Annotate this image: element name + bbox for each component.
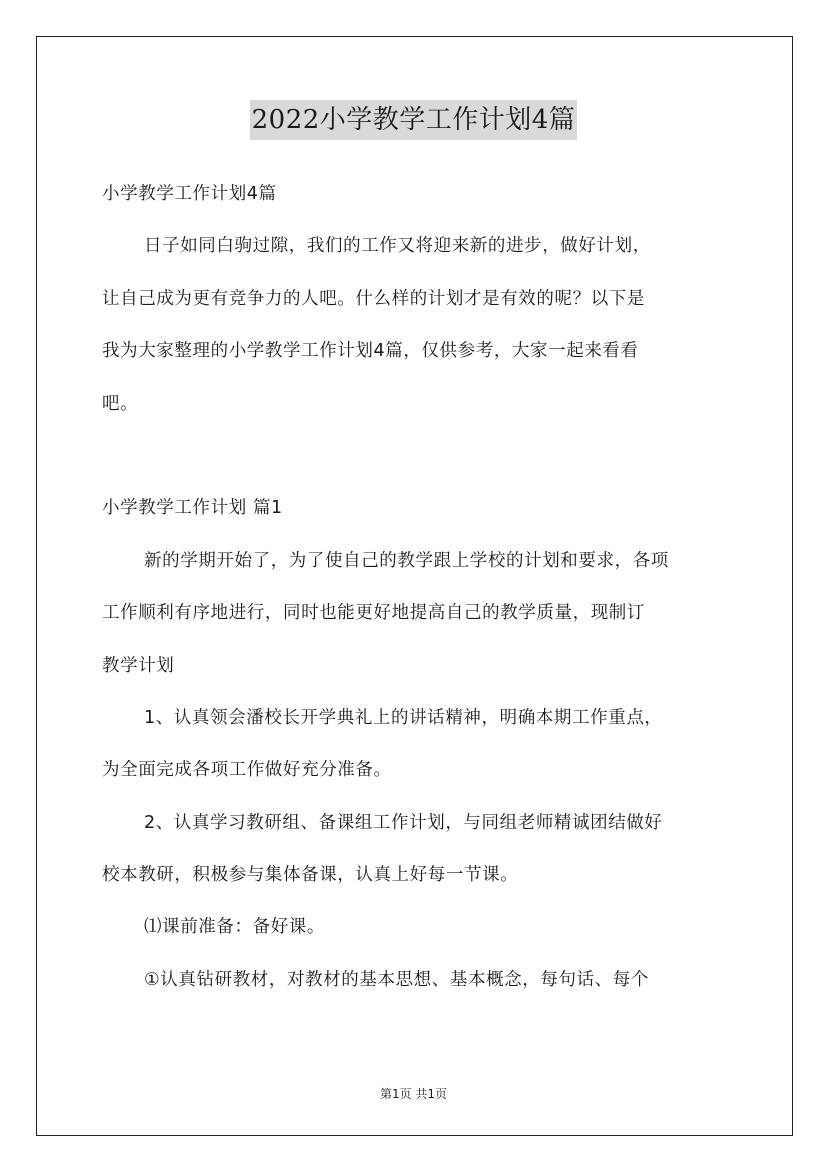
paragraph-line: 吧。 xyxy=(102,393,139,414)
document-title: 2022小学教学工作计划4篇 xyxy=(250,100,578,140)
title-container xyxy=(0,100,827,140)
paragraph-line: 工作顺利有序地进行，同时也能更好地提高自己的教学质量，现制订 xyxy=(102,603,645,624)
paragraph-line: 校本教研，积极参与集体备课，认真上好每一节课。 xyxy=(102,865,519,886)
subtitle-line: 小学教学工作计划4篇 xyxy=(102,184,277,204)
blank-line xyxy=(102,430,732,482)
paragraph-line: 日子如同白驹过隙，我们的工作又将迎来新的进步，做好计划， xyxy=(144,236,651,257)
page-footer: 第1页 共1页 xyxy=(379,1087,448,1101)
paragraph-line: ①认真钻研教材，对教材的基本思想、基本概念，每句话、每个 xyxy=(144,969,649,990)
paragraph-line: 为全面完成各项工作做好充分准备。 xyxy=(102,760,392,781)
document-body xyxy=(102,168,732,1006)
paragraph-line: 1、认真领会潘校长开学典礼上的讲话精神，明确本期工作重点， xyxy=(144,707,663,728)
section-heading: 小学教学工作计划 篇1 xyxy=(102,498,283,519)
paragraph-line: 我为大家整理的小学教学工作计划4篇，仅供参考，大家一起来看看 xyxy=(102,341,639,362)
paragraph-line: 2、认真学习教研组、备课组工作计划，与同组老师精诚团结做好 xyxy=(144,812,663,833)
paragraph-line: 新的学期开始了，为了使自己的教学跟上学校的计划和要求，各项 xyxy=(144,550,669,571)
paragraph-line: 教学计划 xyxy=(102,655,175,676)
paragraph-line: 让自己成为更有竞争力的人吧。什么样的计划才是有效的呢？以下是 xyxy=(102,288,645,309)
paragraph-line: ⑴课前准备：备好课。 xyxy=(144,917,325,938)
